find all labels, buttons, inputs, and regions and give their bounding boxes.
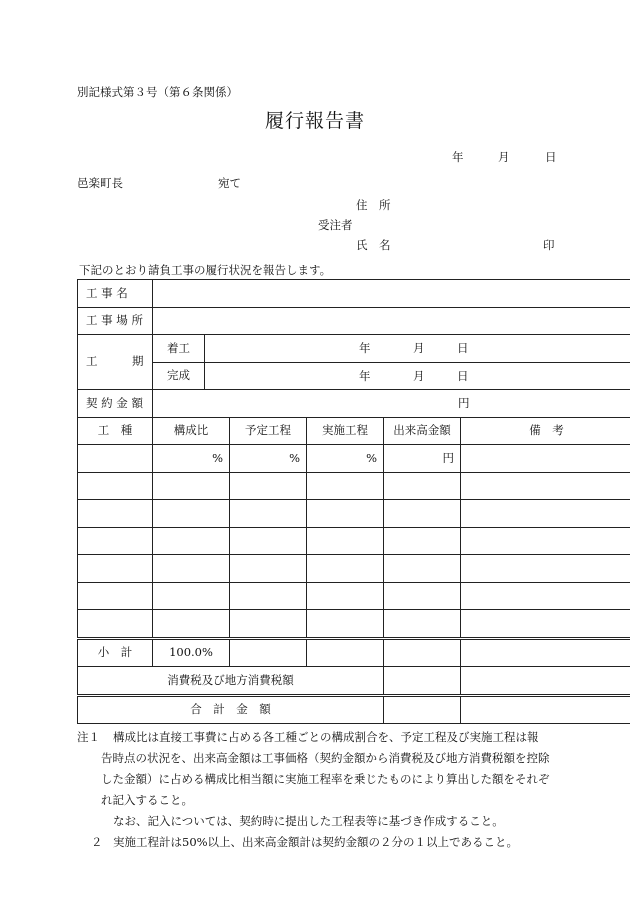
completion-day: 日 bbox=[457, 368, 469, 383]
planned-cell[interactable] bbox=[230, 472, 307, 500]
header-actual: 実施工程 bbox=[307, 417, 384, 445]
actual-cell[interactable] bbox=[307, 610, 384, 639]
work-type-cell[interactable] bbox=[78, 472, 153, 500]
row-total bbox=[78, 695, 630, 724]
contractor-address-label: 住 所 bbox=[356, 198, 391, 212]
form-number: 別記様式第３号（第６条関係） bbox=[77, 85, 238, 99]
ratio-cell[interactable] bbox=[153, 555, 230, 583]
remarks-cell[interactable] bbox=[461, 445, 630, 473]
table-row bbox=[78, 582, 630, 610]
ratio-cell[interactable] bbox=[153, 610, 230, 639]
planned-cell[interactable] bbox=[230, 500, 307, 528]
row-subtotal bbox=[78, 638, 630, 667]
note-1-sub: なお、記入については、契約時に提出した工程表等に基づき作成すること。 bbox=[113, 814, 504, 828]
project-location-label: 工 事 場 所 bbox=[78, 307, 153, 335]
amount-cell[interactable] bbox=[384, 555, 461, 583]
amount-cell[interactable] bbox=[384, 610, 461, 639]
completion-label: 完成 bbox=[153, 362, 205, 390]
remarks-cell[interactable] bbox=[461, 582, 630, 610]
completion-year: 年 bbox=[359, 368, 371, 383]
work-type-cell[interactable] bbox=[78, 527, 153, 555]
remarks-cell[interactable] bbox=[461, 610, 630, 639]
contract-amount-yen: 円 bbox=[458, 396, 470, 410]
header-remarks: 備 考 bbox=[461, 417, 630, 445]
note-1-text-1: 構成比は直接工事費に占める各工種ごとの構成割合を、予定工程及び実施工程は報 bbox=[113, 730, 539, 744]
work-type-cell[interactable] bbox=[78, 582, 153, 610]
header-planned: 予定工程 bbox=[230, 417, 307, 445]
note-2 bbox=[77, 832, 567, 853]
note-1-number: 注１ bbox=[77, 730, 100, 744]
document-title: 履行報告書 bbox=[264, 110, 365, 132]
work-type-cell[interactable] bbox=[78, 445, 153, 473]
addressee-suffix: 宛て bbox=[218, 176, 241, 190]
amount-cell[interactable] bbox=[384, 527, 461, 555]
row-contract-amount bbox=[78, 390, 630, 418]
subtotal-remarks[interactable] bbox=[461, 638, 630, 667]
contractor-label: 受注者 bbox=[318, 218, 353, 232]
date-month-label: 月 bbox=[498, 150, 510, 164]
remarks-cell[interactable] bbox=[461, 500, 630, 528]
note-1-line-3: した金額）に占める構成比相当額に実施工程率を乗じたものにより算出した額をそれぞ bbox=[101, 772, 550, 786]
subtotal-planned[interactable] bbox=[230, 638, 307, 667]
planned-cell[interactable] bbox=[230, 610, 307, 639]
row-tax bbox=[78, 667, 630, 696]
actual-cell[interactable] bbox=[307, 472, 384, 500]
completion-month: 月 bbox=[413, 368, 425, 383]
total-label: 合 計 金 額 bbox=[78, 695, 384, 724]
ratio-cell[interactable] bbox=[153, 472, 230, 500]
amount-cell[interactable]: 円 bbox=[384, 445, 461, 473]
start-date-field[interactable] bbox=[205, 335, 630, 363]
header-amount: 出来高金額 bbox=[384, 417, 461, 445]
contract-amount-field[interactable] bbox=[153, 390, 630, 418]
note-2-text: 実施工程計は50%以上、出来高金額計は契約金額の２分の１以上であること。 bbox=[113, 835, 519, 849]
project-location-field[interactable] bbox=[153, 307, 630, 335]
start-month: 月 bbox=[413, 341, 425, 355]
row-period-completion bbox=[78, 362, 630, 390]
amount-cell[interactable] bbox=[384, 472, 461, 500]
start-label: 着工 bbox=[153, 335, 205, 363]
project-name-field[interactable] bbox=[153, 280, 630, 308]
notes bbox=[77, 727, 567, 853]
date-day-label: 日 bbox=[545, 150, 557, 164]
planned-cell[interactable] bbox=[230, 527, 307, 555]
period-label: 工 期 bbox=[78, 335, 153, 390]
project-name-label: 工 事 名 bbox=[78, 280, 153, 308]
contract-amount-label: 契 約 金 額 bbox=[78, 390, 153, 418]
table-row bbox=[78, 555, 630, 583]
row-project-name bbox=[78, 280, 630, 308]
total-remarks[interactable] bbox=[461, 695, 630, 724]
date-year-label: 年 bbox=[452, 150, 464, 164]
start-year: 年 bbox=[359, 341, 371, 355]
ratio-cell[interactable] bbox=[153, 527, 230, 555]
work-type-cell[interactable] bbox=[78, 610, 153, 639]
note-1-line-4: れ記入すること。 bbox=[101, 793, 193, 807]
completion-date-field[interactable] bbox=[205, 362, 630, 390]
start-day: 日 bbox=[457, 341, 469, 355]
tax-remarks[interactable] bbox=[461, 667, 630, 696]
work-type-cell[interactable] bbox=[78, 555, 153, 583]
actual-cell[interactable]: % bbox=[307, 445, 384, 473]
ratio-cell[interactable]: % bbox=[153, 445, 230, 473]
table-row bbox=[78, 527, 630, 555]
note-1-line-2: 告時点の状況を、出来高金額は工事価格（契約金額から消費税及び地方消費税額を控除 bbox=[101, 751, 550, 765]
intro-text: 下記のとおり請負工事の履行状況を報告します。 bbox=[79, 263, 332, 277]
table-row bbox=[78, 445, 630, 473]
row-headers bbox=[78, 417, 630, 445]
planned-cell[interactable] bbox=[230, 555, 307, 583]
ratio-cell[interactable] bbox=[153, 500, 230, 528]
header-ratio: 構成比 bbox=[153, 417, 230, 445]
ratio-cell[interactable] bbox=[153, 582, 230, 610]
seal-mark: 印 bbox=[543, 238, 555, 252]
row-project-location bbox=[78, 307, 630, 335]
subtotal-ratio: 100.0% bbox=[153, 638, 230, 667]
table-row bbox=[78, 610, 630, 639]
header-work-type: 工 種 bbox=[78, 417, 153, 445]
planned-cell[interactable] bbox=[230, 582, 307, 610]
planned-cell[interactable]: % bbox=[230, 445, 307, 473]
note-1-line-1 bbox=[77, 727, 567, 748]
addressee-name: 邑楽町長 bbox=[77, 176, 123, 190]
subtotal-amount[interactable] bbox=[384, 638, 461, 667]
actual-cell[interactable] bbox=[307, 582, 384, 610]
actual-cell[interactable] bbox=[307, 555, 384, 583]
work-type-cell[interactable] bbox=[78, 500, 153, 528]
amount-cell[interactable] bbox=[384, 582, 461, 610]
remarks-cell[interactable] bbox=[461, 555, 630, 583]
table-row bbox=[78, 472, 630, 500]
report-table bbox=[77, 279, 630, 724]
row-period-start bbox=[78, 335, 630, 363]
remarks-cell[interactable] bbox=[461, 527, 630, 555]
tax-label: 消費税及び地方消費税額 bbox=[78, 667, 384, 696]
total-amount[interactable] bbox=[384, 695, 461, 724]
actual-cell[interactable] bbox=[307, 527, 384, 555]
subtotal-actual[interactable] bbox=[307, 638, 384, 667]
note-2-number: ２ bbox=[91, 835, 103, 849]
subtotal-label: 小 計 bbox=[78, 638, 153, 667]
tax-amount[interactable] bbox=[384, 667, 461, 696]
remarks-cell[interactable] bbox=[461, 472, 630, 500]
amount-cell[interactable] bbox=[384, 500, 461, 528]
table-row bbox=[78, 500, 630, 528]
actual-cell[interactable] bbox=[307, 500, 384, 528]
contractor-name-label: 氏 名 bbox=[356, 238, 391, 252]
